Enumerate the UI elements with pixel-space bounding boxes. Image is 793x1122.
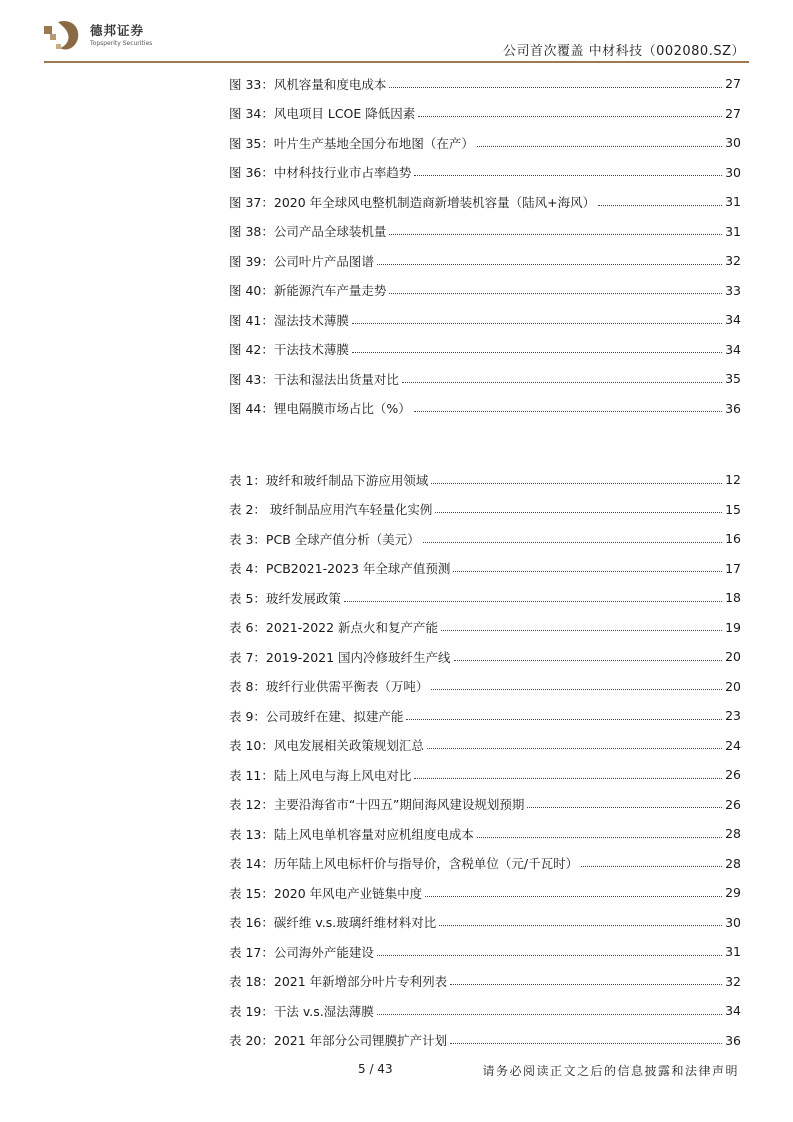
toc-entry-page: 36 xyxy=(725,1032,741,1048)
toc-entry-label: 表 6：2021-2022 新点火和复产产能 xyxy=(229,620,439,636)
toc-entry[interactable] xyxy=(229,967,741,997)
leader-dots xyxy=(389,87,722,88)
toc-entry-label: 表 3：PCB 全球产值分析（美元） xyxy=(229,531,420,547)
toc-entry-label: 表 13：陆上风电单机容量对应机组度电成本 xyxy=(229,826,474,842)
leader-dots xyxy=(450,984,722,985)
toc-entry-label: 表 4：PCB2021-2023 年全球产值预测 xyxy=(229,561,451,577)
toc-entry-label: 图 42：干法技术薄膜 xyxy=(229,342,349,358)
toc-entry-page: 12 xyxy=(725,472,741,488)
page-number: 5 / 43 xyxy=(358,1062,393,1076)
toc-entry-label: 图 39：公司叶片产品图谱 xyxy=(229,253,374,269)
toc-entry[interactable] xyxy=(229,613,741,643)
toc-entry-label: 表 17：公司海外产能建设 xyxy=(229,944,374,960)
toc-entry[interactable] xyxy=(229,878,741,908)
leader-dots xyxy=(598,205,722,206)
toc-entry-page: 17 xyxy=(725,560,741,576)
leader-dots xyxy=(389,293,722,294)
toc-entry[interactable] xyxy=(229,524,741,554)
leader-dots xyxy=(352,352,722,353)
toc-entry[interactable] xyxy=(229,908,741,938)
toc-entry-label: 图 33：风机容量和度电成本 xyxy=(229,76,387,92)
leader-dots xyxy=(431,483,722,484)
toc-entry-page: 31 xyxy=(725,223,741,239)
toc-entry[interactable] xyxy=(229,305,741,335)
toc-entry[interactable] xyxy=(229,394,741,424)
toc-entry[interactable] xyxy=(229,364,741,394)
toc-entry-page: 26 xyxy=(725,796,741,812)
leader-dots xyxy=(377,955,722,956)
header-divider xyxy=(44,61,749,63)
company-logo xyxy=(44,18,152,54)
leader-dots xyxy=(439,925,722,926)
leader-dots xyxy=(435,512,722,513)
toc-entry[interactable] xyxy=(229,187,741,217)
toc-entry-label: 图 40：新能源汽车产量走势 xyxy=(229,283,387,299)
leader-dots xyxy=(377,1014,722,1015)
leader-dots xyxy=(414,411,722,412)
logo-english-name: Topsperity Securities xyxy=(90,39,153,47)
toc-entry-label: 表 16：碳纤维 v.s.玻璃纤维材料对比 xyxy=(229,915,437,931)
toc-entry[interactable] xyxy=(229,335,741,365)
leader-dots xyxy=(453,571,722,572)
toc-entry-label: 图 36：中材科技行业市占率趋势 xyxy=(229,165,412,181)
leader-dots xyxy=(454,660,723,661)
leader-dots xyxy=(414,175,722,176)
toc-entry[interactable] xyxy=(229,128,741,158)
toc-entry-page: 26 xyxy=(725,767,741,783)
leader-dots xyxy=(402,382,722,383)
toc-entry-label: 表 15：2020 年风电产业链集中度 xyxy=(229,885,423,901)
toc-entry-page: 30 xyxy=(725,914,741,930)
leader-dots xyxy=(425,896,722,897)
toc-entry-label: 图 44：锂电隔膜市场占比（%） xyxy=(229,401,411,417)
toc-entry[interactable] xyxy=(229,276,741,306)
toc-entry-label: 表 7：2019-2021 国内冷修玻纤生产线 xyxy=(229,649,451,665)
toc-entry[interactable] xyxy=(229,99,741,129)
toc-entry-page: 30 xyxy=(725,164,741,180)
leader-dots xyxy=(450,1043,722,1044)
toc-entry-label: 图 35：叶片生产基地全国分布地图（在产） xyxy=(229,135,474,151)
toc-entry[interactable] xyxy=(229,158,741,188)
toc-entry-page: 34 xyxy=(725,1003,741,1019)
toc-entry[interactable] xyxy=(229,672,741,702)
leader-dots xyxy=(389,234,722,235)
toc-entry-page: 19 xyxy=(725,619,741,635)
toc-entry[interactable] xyxy=(229,554,741,584)
toc-entry-label: 表 9：公司玻纤在建、拟建产能 xyxy=(229,708,404,724)
leader-dots xyxy=(581,866,722,867)
logo-mark-icon xyxy=(44,18,84,54)
report-header-title: 公司首次覆盖 中材科技（002080.SZ） xyxy=(502,44,745,59)
toc-entry-page: 24 xyxy=(725,737,741,753)
toc-entry-page: 34 xyxy=(725,312,741,328)
toc-entry-page: 27 xyxy=(725,105,741,121)
toc-entry[interactable] xyxy=(229,495,741,525)
leader-dots xyxy=(406,719,722,720)
toc-entry[interactable] xyxy=(229,731,741,761)
toc-entry[interactable] xyxy=(229,937,741,967)
toc-entry-page: 16 xyxy=(725,531,741,547)
toc-entry[interactable] xyxy=(229,996,741,1026)
toc-entry-label: 图 37：2020 年全球风电整机制造商新增装机容量（陆风+海风） xyxy=(229,194,596,210)
toc-entry[interactable] xyxy=(229,790,741,820)
toc-entry[interactable] xyxy=(229,583,741,613)
toc-entry-page: 20 xyxy=(725,649,741,665)
toc-entry-page: 30 xyxy=(725,135,741,151)
toc-entry-page: 32 xyxy=(725,973,741,989)
toc-entry[interactable] xyxy=(229,217,741,247)
tables-index xyxy=(229,465,741,1055)
toc-entry-label: 表 11：陆上风电与海上风电对比 xyxy=(229,767,412,783)
logo-chinese-name: 德邦证券 xyxy=(90,23,145,39)
toc-entry[interactable] xyxy=(229,642,741,672)
toc-entry-label: 表 14：历年陆上风电标杆价与指导价，含税单位（元/千瓦时） xyxy=(229,856,579,872)
toc-entry[interactable] xyxy=(229,760,741,790)
leader-dots xyxy=(527,807,722,808)
toc-entry-label: 表 20：2021 年部分公司锂膜扩产计划 xyxy=(229,1033,448,1049)
legal-disclaimer: 请务必阅读正文之后的信息披露和法律声明 xyxy=(482,1064,739,1078)
leader-dots xyxy=(431,689,722,690)
leader-dots xyxy=(352,323,722,324)
toc-entry-page: 23 xyxy=(725,708,741,724)
toc-entry-page: 28 xyxy=(725,855,741,871)
toc-entry-page: 32 xyxy=(725,253,741,269)
leader-dots xyxy=(418,116,722,117)
leader-dots xyxy=(477,837,722,838)
toc-entry-label: 图 34：风电项目 LCOE 降低因素 xyxy=(229,106,416,122)
toc-entry-page: 34 xyxy=(725,341,741,357)
toc-entry-label: 表 12：主要沿海省市“十四五”期间海风建设规划预期 xyxy=(229,797,525,813)
toc-entry-label: 表 5：玻纤发展政策 xyxy=(229,590,341,606)
toc-entry-page: 36 xyxy=(725,400,741,416)
leader-dots xyxy=(441,630,722,631)
toc-entry-label: 表 8：玻纤行业供需平衡表（万吨） xyxy=(229,679,429,695)
leader-dots xyxy=(414,778,722,779)
toc-entry-page: 20 xyxy=(725,678,741,694)
toc-entry[interactable] xyxy=(229,701,741,731)
toc-entry-page: 29 xyxy=(725,885,741,901)
toc-entry-label: 表 19：干法 v.s.湿法薄膜 xyxy=(229,1003,374,1019)
toc-entry[interactable] xyxy=(229,246,741,276)
toc-entry-label: 表 1：玻纤和玻纤制品下游应用领域 xyxy=(229,472,429,488)
toc-entry-page: 28 xyxy=(725,826,741,842)
toc-entry-page: 31 xyxy=(725,944,741,960)
leader-dots xyxy=(344,601,722,602)
toc-entry-label: 表 2： 玻纤制品应用汽车轻量化实例 xyxy=(229,502,433,518)
toc-entry-page: 31 xyxy=(725,194,741,210)
leader-dots xyxy=(377,264,722,265)
leader-dots xyxy=(427,748,722,749)
toc-entry[interactable] xyxy=(229,69,741,99)
toc-entry[interactable] xyxy=(229,819,741,849)
toc-entry-page: 15 xyxy=(725,501,741,517)
toc-entry-page: 18 xyxy=(725,590,741,606)
toc-entry-label: 表 10：风电发展相关政策规划汇总 xyxy=(229,738,424,754)
toc-entry-page: 33 xyxy=(725,282,741,298)
toc-entry-page: 27 xyxy=(725,76,741,92)
toc-entry-label: 表 18：2021 年新增部分叶片专利列表 xyxy=(229,974,448,990)
toc-entry-label: 图 38：公司产品全球装机量 xyxy=(229,224,387,240)
toc-entry[interactable] xyxy=(229,1026,741,1056)
toc-entry-label: 图 43：干法和湿法出货量对比 xyxy=(229,371,399,387)
leader-dots xyxy=(423,542,722,543)
leader-dots xyxy=(477,146,722,147)
toc-entry-page: 35 xyxy=(725,371,741,387)
figures-index xyxy=(229,69,741,423)
toc-entry[interactable] xyxy=(229,849,741,879)
toc-entry-label: 图 41：湿法技术薄膜 xyxy=(229,312,349,328)
toc-entry[interactable] xyxy=(229,465,741,495)
